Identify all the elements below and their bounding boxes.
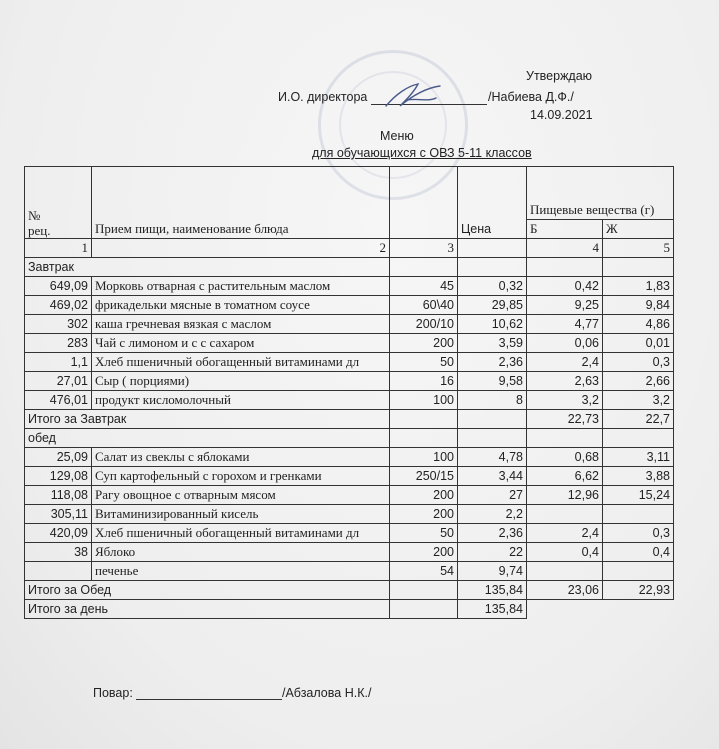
- protein-value: 2,4: [527, 524, 603, 543]
- portion-size: 200: [390, 486, 458, 505]
- protein-value: 9,25: [527, 296, 603, 315]
- price-value: 2,36: [458, 353, 527, 372]
- col-number: 3: [390, 239, 458, 258]
- fat-value: 9,84: [603, 296, 674, 315]
- recipe-number: 649,09: [25, 277, 92, 296]
- price-value: 2,2: [458, 505, 527, 524]
- fat-value: 3,2: [603, 391, 674, 410]
- fat-value: 0,3: [603, 353, 674, 372]
- price-value: 27: [458, 486, 527, 505]
- price-value: 2,36: [458, 524, 527, 543]
- protein-value: 12,96: [527, 486, 603, 505]
- dish-name: Салат из свеклы с яблоками: [92, 448, 390, 467]
- director-prefix: И.О. директора: [278, 90, 368, 104]
- protein-value: [527, 562, 603, 581]
- dish-name: Сыр ( порциями): [92, 372, 390, 391]
- total-label: Итого за Завтрак: [25, 410, 390, 429]
- fat-value: 3,11: [603, 448, 674, 467]
- lunch-rows: [25, 448, 674, 581]
- dish-name: Морковь отварная с растительным маслом: [92, 277, 390, 296]
- price-value: 29,85: [458, 296, 527, 315]
- portion-size: 200: [390, 334, 458, 353]
- recipe-number: 469,02: [25, 296, 92, 315]
- recipe-number: 420,09: [25, 524, 92, 543]
- menu-table: [24, 166, 674, 619]
- col-number: 5: [603, 239, 674, 258]
- fat-value: 1,83: [603, 277, 674, 296]
- fat-value: [603, 505, 674, 524]
- dish-name: печенье: [92, 562, 390, 581]
- recipe-number: 305,11: [25, 505, 92, 524]
- col-header-nutrients: Пищевые вещества (г): [527, 167, 674, 220]
- section-row-breakfast: [25, 258, 674, 277]
- dish-name: Хлеб пшеничный обогащенный витаминами дл: [92, 353, 390, 372]
- fat-value: [603, 562, 674, 581]
- col-header-zh: Ж: [603, 220, 674, 239]
- col-number: 4: [527, 239, 603, 258]
- table-row: [25, 562, 674, 581]
- dish-name: фрикадельки мясные в томатном соусе: [92, 296, 390, 315]
- price-value: 0,32: [458, 277, 527, 296]
- total-zh: 22,93: [603, 581, 674, 600]
- recipe-number: 283: [25, 334, 92, 353]
- recipe-number: 27,01: [25, 372, 92, 391]
- fat-value: 4,86: [603, 315, 674, 334]
- price-value: 4,78: [458, 448, 527, 467]
- day-total-row: [25, 600, 674, 619]
- total-price: 135,84: [458, 600, 527, 619]
- protein-value: 4,77: [527, 315, 603, 334]
- protein-value: 2,63: [527, 372, 603, 391]
- total-label: Итого за день: [25, 600, 390, 619]
- fat-value: 15,24: [603, 486, 674, 505]
- price-value: 3,44: [458, 467, 527, 486]
- dish-name: продукт кисломолочный: [92, 391, 390, 410]
- cook-signature-line: [136, 699, 282, 700]
- total-zh: 22,7: [603, 410, 674, 429]
- cook-label: Повар:: [93, 686, 133, 700]
- recipe-number: 25,09: [25, 448, 92, 467]
- fat-value: 0,3: [603, 524, 674, 543]
- protein-value: 6,62: [527, 467, 603, 486]
- protein-value: 0,68: [527, 448, 603, 467]
- document-title: Меню: [380, 129, 414, 143]
- protein-value: 0,4: [527, 543, 603, 562]
- dish-name: Суп картофельный с горохом и гренками: [92, 467, 390, 486]
- fat-value: 0,4: [603, 543, 674, 562]
- col-number-row: [25, 239, 674, 258]
- document-subtitle: для обучающихся с ОВЗ 5-11 классов: [312, 146, 532, 160]
- portion-size: 60\40: [390, 296, 458, 315]
- recipe-number: 38: [25, 543, 92, 562]
- price-value: 8: [458, 391, 527, 410]
- price-value: 3,59: [458, 334, 527, 353]
- fat-value: 0,01: [603, 334, 674, 353]
- col-number: 1: [25, 239, 92, 258]
- portion-size: 100: [390, 448, 458, 467]
- price-value: 9,74: [458, 562, 527, 581]
- director-name: /Набиева Д.Ф./: [488, 90, 574, 104]
- total-label: Итого за Обед: [25, 581, 390, 600]
- total-b: 23,06: [527, 581, 603, 600]
- protein-value: 0,42: [527, 277, 603, 296]
- portion-size: 200: [390, 505, 458, 524]
- fat-value: 3,88: [603, 467, 674, 486]
- table-header-row: [25, 167, 674, 220]
- col-header-b: Б: [527, 220, 603, 239]
- recipe-number: 302: [25, 315, 92, 334]
- dish-name: Хлеб пшеничный обогащенный витаминами дл: [92, 524, 390, 543]
- approve-label: Утверждаю: [526, 69, 593, 83]
- table-row: [25, 543, 674, 562]
- table-row: [25, 467, 674, 486]
- table-row: [25, 391, 674, 410]
- col-header-dish: Прием пищи, наименование блюда: [92, 167, 390, 239]
- table-row: [25, 505, 674, 524]
- total-b: 22,73: [527, 410, 603, 429]
- section-row-lunch: [25, 429, 674, 448]
- section-label: обед: [25, 429, 390, 448]
- recipe-number: 129,08: [25, 467, 92, 486]
- dish-name: каша гречневая вязкая с маслом: [92, 315, 390, 334]
- portion-size: 200: [390, 543, 458, 562]
- portion-size: 45: [390, 277, 458, 296]
- total-price: 135,84: [458, 581, 527, 600]
- price-value: 10,62: [458, 315, 527, 334]
- table-row: [25, 372, 674, 391]
- recipe-number: 118,08: [25, 486, 92, 505]
- breakfast-rows: [25, 277, 674, 410]
- col-header-price: Цена: [458, 167, 527, 239]
- dish-name: Рагу овощное с отварным мясом: [92, 486, 390, 505]
- table-row: [25, 296, 674, 315]
- col-number: 2: [92, 239, 390, 258]
- protein-value: [527, 505, 603, 524]
- portion-size: 16: [390, 372, 458, 391]
- table-row: [25, 334, 674, 353]
- breakfast-total-row: [25, 410, 674, 429]
- table-row: [25, 486, 674, 505]
- portion-size: 50: [390, 524, 458, 543]
- recipe-number: [25, 562, 92, 581]
- table-row: [25, 524, 674, 543]
- cook-name: /Абзалова Н.К./: [282, 686, 372, 700]
- table-row: [25, 277, 674, 296]
- table-row: [25, 315, 674, 334]
- fat-value: 2,66: [603, 372, 674, 391]
- table-row: [25, 353, 674, 372]
- director-signature: [378, 76, 448, 116]
- protein-value: 3,2: [527, 391, 603, 410]
- portion-size: 100: [390, 391, 458, 410]
- dish-name: Яблоко: [92, 543, 390, 562]
- portion-size: 200/10: [390, 315, 458, 334]
- protein-value: 0,06: [527, 334, 603, 353]
- dish-name: Чай с лимоном и с с сахаром: [92, 334, 390, 353]
- col-header-num: № рец.: [25, 167, 92, 239]
- dish-name: Витаминизированный кисель: [92, 505, 390, 524]
- portion-size: 54: [390, 562, 458, 581]
- recipe-number: 1,1: [25, 353, 92, 372]
- table-row: [25, 448, 674, 467]
- price-value: 9,58: [458, 372, 527, 391]
- approval-date: 14.09.2021: [530, 108, 593, 122]
- protein-value: 2,4: [527, 353, 603, 372]
- price-value: 22: [458, 543, 527, 562]
- portion-size: 50: [390, 353, 458, 372]
- recipe-number: 476,01: [25, 391, 92, 410]
- lunch-total-row: [25, 581, 674, 600]
- portion-size: 250/15: [390, 467, 458, 486]
- section-label: Завтрак: [25, 258, 390, 277]
